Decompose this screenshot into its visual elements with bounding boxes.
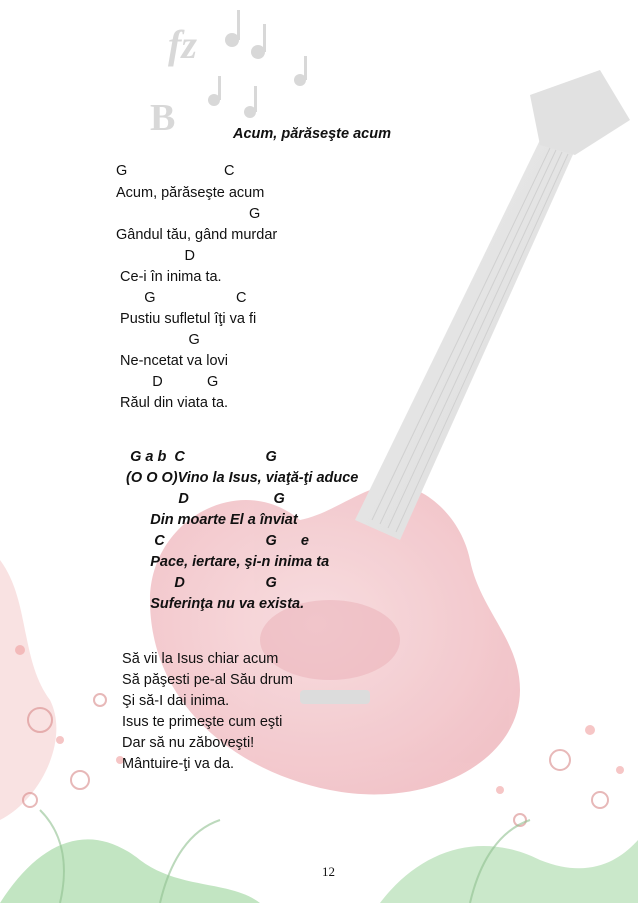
chorus-line: Suferinţa nu va exista. — [118, 596, 305, 612]
verse-line: D — [116, 248, 195, 264]
chorus-line: Pace, iertare, şi-n inima ta — [118, 554, 330, 570]
verse-line: D G — [116, 374, 219, 390]
page-number: 12 — [322, 864, 335, 879]
verse-line: Acum, părăseşte acum — [116, 185, 265, 201]
verse-line: Isus te primeşte cum eşti — [118, 714, 283, 730]
svg-text:fz: fz — [168, 22, 197, 67]
verse-line: G C — [116, 163, 235, 179]
chorus-line: C G e — [118, 533, 309, 549]
verse-line: Să păşesti pe-al Său drum — [118, 672, 293, 688]
chorus-line: G a b C G — [118, 449, 277, 465]
chorus-line: D G — [118, 575, 277, 591]
verse-line: G C — [116, 290, 247, 306]
chorus-line: D G — [118, 491, 285, 507]
verse-line: Ce-i în inima ta. — [116, 269, 222, 285]
song-title: Acum, părăseşte acum — [233, 126, 391, 142]
chorus-line: (O O O)Vino la Isus, viaţă-ţi aduce — [118, 470, 359, 486]
verse-line: G — [116, 332, 200, 348]
verse-line: Să vii la Isus chiar acum — [118, 651, 279, 667]
verse-line: G — [116, 206, 261, 222]
verse-line: Dar să nu zăboveşti! — [118, 735, 255, 751]
verse-line: Gândul tău, gând murdar — [116, 227, 278, 243]
svg-text:B: B — [150, 97, 176, 139]
verse-line: Şi să-I dai inima. — [118, 693, 230, 709]
verse-line: Răul din viata ta. — [116, 395, 229, 411]
verse-line: Pustiu sufletul îţi va fi — [116, 311, 257, 327]
verse-line: Ne-ncetat va lovi — [116, 353, 229, 369]
verse-line: Mântuire-ţi va da. — [118, 756, 235, 772]
music-notes-decoration — [150, 10, 307, 139]
chorus-line: Din moarte El a înviat — [118, 512, 298, 528]
